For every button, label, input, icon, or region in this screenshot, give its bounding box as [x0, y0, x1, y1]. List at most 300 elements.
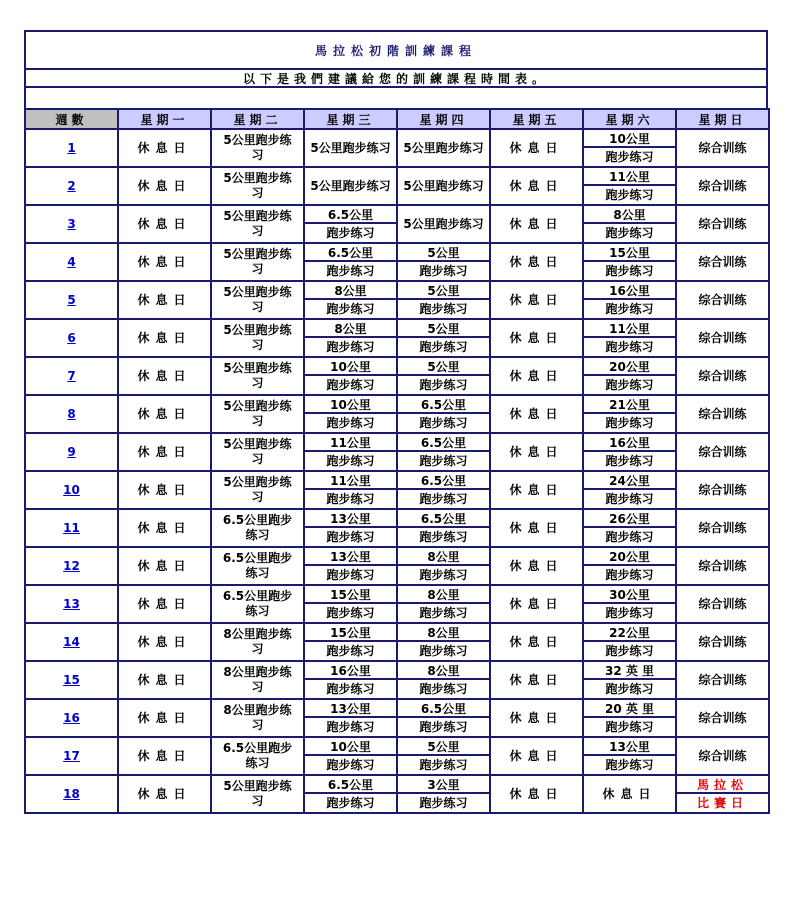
sun-cell — [676, 623, 769, 661]
sun-text: 综合训练 — [698, 330, 747, 345]
sun-text: 综合训练 — [698, 216, 747, 231]
mon-cell — [118, 737, 211, 775]
thu-distance: 6.5公里 — [398, 397, 489, 414]
week-cell — [25, 357, 118, 395]
sun-cell — [676, 433, 769, 471]
sun-text: 综合训练 — [698, 672, 747, 687]
sat-text: 休息日 — [602, 786, 657, 801]
header-friday: 星期五 — [490, 109, 583, 129]
thu-cell — [397, 129, 490, 167]
mon-cell — [118, 775, 211, 813]
thu-cell — [397, 775, 490, 813]
sun-cell — [676, 547, 769, 585]
tue-cell — [211, 395, 304, 433]
week-link[interactable]: 5 — [67, 293, 76, 307]
sun-cell — [676, 319, 769, 357]
mon-text: 休息日 — [137, 292, 192, 307]
thu-distance: 6.5公里 — [398, 435, 489, 452]
thu-cell — [397, 167, 490, 205]
spacer-row — [24, 88, 768, 108]
sat-cell — [583, 319, 676, 357]
sat-activity: 跑步练习 — [605, 644, 654, 658]
tue-text: 6.5公里跑步练习 — [222, 551, 293, 580]
thu-text: 5公里跑步练习 — [403, 140, 484, 155]
table-row — [25, 737, 769, 775]
wed-text: 5公里跑步练习 — [310, 178, 391, 193]
fri-text: 休息日 — [509, 748, 564, 763]
week-link[interactable]: 13 — [63, 597, 80, 611]
sat-distance: 10公里 — [584, 131, 675, 148]
table-row — [25, 357, 769, 395]
sat-cell — [583, 699, 676, 737]
week-cell — [25, 243, 118, 281]
table-body — [25, 129, 769, 813]
wed-cell — [304, 433, 397, 471]
sat-cell — [583, 205, 676, 243]
tue-cell — [211, 699, 304, 737]
thu-activity: 跑步练习 — [419, 568, 468, 582]
wed-activity: 跑步练习 — [326, 796, 375, 810]
fri-cell — [490, 205, 583, 243]
header-monday: 星期一 — [118, 109, 211, 129]
mon-cell — [118, 243, 211, 281]
mon-cell — [118, 129, 211, 167]
sun-cell — [676, 167, 769, 205]
mon-cell — [118, 205, 211, 243]
sun-text: 综合训练 — [698, 710, 747, 725]
sat-distance: 24公里 — [584, 473, 675, 490]
table-row — [25, 281, 769, 319]
mon-text: 休息日 — [137, 710, 192, 725]
sun-text: 综合训练 — [698, 558, 747, 573]
wed-distance: 10公里 — [305, 359, 396, 376]
week-link[interactable]: 7 — [67, 369, 76, 383]
mon-text: 休息日 — [137, 178, 192, 193]
thu-cell — [397, 433, 490, 471]
table-row — [25, 509, 769, 547]
sat-activity: 跑步练习 — [605, 606, 654, 620]
week-link[interactable]: 16 — [63, 711, 80, 725]
mon-cell — [118, 433, 211, 471]
wed-cell — [304, 509, 397, 547]
wed-activity: 跑步练习 — [326, 492, 375, 506]
mon-text: 休息日 — [137, 520, 192, 535]
thu-cell — [397, 281, 490, 319]
sun-activity: 比賽日 — [696, 796, 748, 810]
fri-text: 休息日 — [509, 254, 564, 269]
tue-text: 8公里跑步练习 — [223, 703, 292, 732]
fri-cell — [490, 129, 583, 167]
thu-cell — [397, 205, 490, 243]
sat-distance: 15公里 — [584, 245, 675, 262]
mon-cell — [118, 281, 211, 319]
sat-distance: 22公里 — [584, 625, 675, 642]
fri-cell — [490, 699, 583, 737]
fri-text: 休息日 — [509, 596, 564, 611]
mon-cell — [118, 319, 211, 357]
sat-activity: 跑步练习 — [605, 568, 654, 582]
tue-cell — [211, 623, 304, 661]
week-link[interactable]: 4 — [67, 255, 76, 269]
wed-distance: 13公里 — [305, 701, 396, 718]
table-row — [25, 547, 769, 585]
thu-cell — [397, 357, 490, 395]
wed-cell — [304, 205, 397, 243]
fri-cell — [490, 167, 583, 205]
sat-cell — [583, 243, 676, 281]
wed-distance: 8公里 — [305, 283, 396, 300]
sat-cell — [583, 509, 676, 547]
week-cell — [25, 395, 118, 433]
sat-cell — [583, 167, 676, 205]
sat-activity: 跑步练习 — [605, 530, 654, 544]
thu-distance: 8公里 — [398, 549, 489, 566]
mon-text: 休息日 — [137, 482, 192, 497]
header-wednesday: 星期三 — [304, 109, 397, 129]
sun-text: 综合训练 — [698, 406, 747, 421]
thu-activity: 跑步练习 — [419, 492, 468, 506]
week-link[interactable]: 17 — [63, 749, 80, 763]
tue-cell — [211, 357, 304, 395]
table-row — [25, 585, 769, 623]
thu-cell — [397, 471, 490, 509]
wed-activity: 跑步练习 — [326, 340, 375, 354]
week-link[interactable]: 8 — [67, 407, 76, 421]
sat-activity: 跑步练习 — [605, 378, 654, 392]
wed-cell — [304, 699, 397, 737]
wed-activity: 跑步练习 — [326, 226, 375, 240]
tue-text: 5公里跑步练习 — [223, 209, 292, 238]
sat-activity: 跑步练习 — [605, 416, 654, 430]
tue-text: 5公里跑步练习 — [223, 285, 292, 314]
fri-text: 休息日 — [509, 786, 564, 801]
fri-cell — [490, 775, 583, 813]
tue-text: 5公里跑步练习 — [223, 323, 292, 352]
thu-distance: 6.5公里 — [398, 701, 489, 718]
wed-cell — [304, 319, 397, 357]
tue-cell — [211, 661, 304, 699]
table-row — [25, 775, 769, 813]
mon-cell — [118, 167, 211, 205]
week-cell — [25, 775, 118, 813]
thu-activity: 跑步练习 — [419, 264, 468, 278]
table-row — [25, 319, 769, 357]
mon-text: 休息日 — [137, 330, 192, 345]
fri-cell — [490, 433, 583, 471]
wed-activity: 跑步练习 — [326, 720, 375, 734]
thu-distance: 5公里 — [398, 245, 489, 262]
week-cell — [25, 281, 118, 319]
thu-cell — [397, 737, 490, 775]
tue-text: 5公里跑步练习 — [223, 133, 292, 162]
wed-distance: 13公里 — [305, 549, 396, 566]
sun-text: 综合训练 — [698, 368, 747, 383]
thu-activity: 跑步练习 — [419, 530, 468, 544]
thu-distance: 8公里 — [398, 587, 489, 604]
thu-cell — [397, 547, 490, 585]
tue-cell — [211, 471, 304, 509]
header-sunday: 星期日 — [676, 109, 769, 129]
wed-distance: 10公里 — [305, 397, 396, 414]
table-row — [25, 661, 769, 699]
week-link[interactable]: 3 — [67, 217, 76, 231]
thu-text: 5公里跑步练习 — [403, 216, 484, 231]
sat-distance: 20公里 — [584, 549, 675, 566]
thu-activity: 跑步练习 — [419, 682, 468, 696]
wed-cell — [304, 661, 397, 699]
tue-cell — [211, 737, 304, 775]
sat-distance: 16公里 — [584, 283, 675, 300]
week-link[interactable]: 2 — [67, 179, 76, 193]
fri-cell — [490, 585, 583, 623]
week-link[interactable]: 14 — [63, 635, 80, 649]
header-weeks: 週數 — [25, 109, 118, 129]
table-row — [25, 129, 769, 167]
tue-cell — [211, 775, 304, 813]
thu-activity: 跑步练习 — [419, 378, 468, 392]
week-link[interactable]: 12 — [63, 559, 80, 573]
mon-text: 休息日 — [137, 634, 192, 649]
fri-cell — [490, 547, 583, 585]
week-cell — [25, 661, 118, 699]
wed-cell — [304, 167, 397, 205]
tue-text: 8公里跑步练习 — [223, 665, 292, 694]
thu-activity: 跑步练习 — [419, 454, 468, 468]
sun-cell — [676, 699, 769, 737]
sat-distance: 20公里 — [584, 359, 675, 376]
thu-cell — [397, 585, 490, 623]
page-subtitle: 以下是我們建議給您的訓練課程時間表。 — [24, 68, 768, 88]
thu-activity: 跑步练习 — [419, 644, 468, 658]
sat-cell — [583, 775, 676, 813]
tue-cell — [211, 205, 304, 243]
tue-text: 5公里跑步练习 — [223, 361, 292, 390]
header-thursday: 星期四 — [397, 109, 490, 129]
training-table — [24, 108, 770, 814]
header-tuesday: 星期二 — [211, 109, 304, 129]
thu-distance: 8公里 — [398, 663, 489, 680]
fri-text: 休息日 — [509, 558, 564, 573]
week-cell — [25, 699, 118, 737]
sat-distance: 30公里 — [584, 587, 675, 604]
sat-cell — [583, 395, 676, 433]
thu-cell — [397, 661, 490, 699]
sun-cell — [676, 661, 769, 699]
mon-text: 休息日 — [137, 748, 192, 763]
sun-cell — [676, 585, 769, 623]
wed-distance: 15公里 — [305, 587, 396, 604]
wed-activity: 跑步练习 — [326, 568, 375, 582]
thu-text: 5公里跑步练习 — [403, 178, 484, 193]
schedule-sheet — [24, 30, 768, 814]
fri-text: 休息日 — [509, 710, 564, 725]
wed-cell — [304, 737, 397, 775]
header-row — [25, 109, 769, 129]
sun-text: 综合训练 — [698, 178, 747, 193]
thu-distance: 8公里 — [398, 625, 489, 642]
thu-distance: 5公里 — [398, 359, 489, 376]
week-link[interactable]: 18 — [63, 787, 80, 801]
tue-cell — [211, 167, 304, 205]
fri-text: 休息日 — [509, 444, 564, 459]
mon-text: 休息日 — [137, 444, 192, 459]
thu-cell — [397, 623, 490, 661]
mon-cell — [118, 357, 211, 395]
mon-text: 休息日 — [137, 558, 192, 573]
table-row — [25, 433, 769, 471]
fri-cell — [490, 623, 583, 661]
table-row — [25, 471, 769, 509]
fri-text: 休息日 — [509, 216, 564, 231]
tue-text: 6.5公里跑步练习 — [222, 513, 293, 542]
sat-cell — [583, 623, 676, 661]
week-cell — [25, 471, 118, 509]
fri-cell — [490, 395, 583, 433]
fri-text: 休息日 — [509, 292, 564, 307]
sat-activity: 跑步练习 — [605, 340, 654, 354]
sat-cell — [583, 547, 676, 585]
sat-distance: 32 英 里 — [584, 663, 675, 680]
fri-text: 休息日 — [509, 482, 564, 497]
sun-text: 综合训练 — [698, 748, 747, 763]
week-link[interactable]: 15 — [63, 673, 80, 687]
mon-text: 休息日 — [137, 216, 192, 231]
thu-distance: 6.5公里 — [398, 473, 489, 490]
sat-distance: 11公里 — [584, 169, 675, 186]
fri-text: 休息日 — [509, 406, 564, 421]
sat-cell — [583, 357, 676, 395]
tue-text: 5公里跑步练习 — [223, 475, 292, 504]
mon-cell — [118, 471, 211, 509]
wed-distance: 6.5公里 — [305, 245, 396, 262]
week-cell — [25, 167, 118, 205]
fri-cell — [490, 509, 583, 547]
sun-cell — [676, 395, 769, 433]
sun-cell — [676, 509, 769, 547]
sun-text: 综合训练 — [698, 634, 747, 649]
fri-cell — [490, 737, 583, 775]
wed-activity: 跑步练习 — [326, 416, 375, 430]
week-cell — [25, 509, 118, 547]
sat-distance: 26公里 — [584, 511, 675, 528]
thu-activity: 跑步练习 — [419, 606, 468, 620]
wed-activity: 跑步练习 — [326, 606, 375, 620]
tue-cell — [211, 585, 304, 623]
sat-cell — [583, 129, 676, 167]
week-link[interactable]: 11 — [63, 521, 80, 535]
week-link[interactable]: 10 — [63, 483, 80, 497]
week-cell — [25, 205, 118, 243]
tue-cell — [211, 281, 304, 319]
tue-text: 5公里跑步练习 — [223, 171, 292, 200]
wed-distance: 13公里 — [305, 511, 396, 528]
wed-distance: 8公里 — [305, 321, 396, 338]
thu-distance: 5公里 — [398, 283, 489, 300]
fri-cell — [490, 243, 583, 281]
mon-cell — [118, 699, 211, 737]
week-cell — [25, 433, 118, 471]
sun-text: 综合训练 — [698, 482, 747, 497]
wed-text: 5公里跑步练习 — [310, 140, 391, 155]
thu-activity: 跑步练习 — [419, 340, 468, 354]
table-row — [25, 395, 769, 433]
wed-activity: 跑步练习 — [326, 378, 375, 392]
fri-text: 休息日 — [509, 140, 564, 155]
fri-cell — [490, 281, 583, 319]
wed-activity: 跑步练习 — [326, 644, 375, 658]
sat-distance: 16公里 — [584, 435, 675, 452]
sat-activity: 跑步练习 — [605, 492, 654, 506]
thu-cell — [397, 509, 490, 547]
tue-text: 5公里跑步练习 — [223, 247, 292, 276]
sun-cell — [676, 737, 769, 775]
fri-cell — [490, 471, 583, 509]
wed-activity: 跑步练习 — [326, 530, 375, 544]
mon-text: 休息日 — [137, 596, 192, 611]
sat-cell — [583, 661, 676, 699]
mon-cell — [118, 585, 211, 623]
mon-text: 休息日 — [137, 406, 192, 421]
sat-cell — [583, 585, 676, 623]
tue-text: 5公里跑步练习 — [223, 437, 292, 466]
wed-distance: 15公里 — [305, 625, 396, 642]
thu-distance: 5公里 — [398, 739, 489, 756]
week-cell — [25, 623, 118, 661]
wed-distance: 11公里 — [305, 473, 396, 490]
sun-cell — [676, 205, 769, 243]
week-cell — [25, 737, 118, 775]
week-link[interactable]: 9 — [67, 445, 76, 459]
fri-cell — [490, 357, 583, 395]
tue-cell — [211, 319, 304, 357]
thu-cell — [397, 699, 490, 737]
week-cell — [25, 547, 118, 585]
table-row — [25, 623, 769, 661]
sun-cell — [676, 775, 769, 813]
wed-cell — [304, 585, 397, 623]
week-cell — [25, 129, 118, 167]
sat-activity: 跑步练习 — [605, 226, 654, 240]
mon-text: 休息日 — [137, 368, 192, 383]
sun-text: 综合训练 — [698, 520, 747, 535]
sun-text: 综合训练 — [698, 254, 747, 269]
week-link[interactable]: 1 — [67, 141, 76, 155]
thu-cell — [397, 319, 490, 357]
mon-cell — [118, 623, 211, 661]
fri-cell — [490, 319, 583, 357]
thu-distance: 3公里 — [398, 777, 489, 794]
sat-activity: 跑步练习 — [605, 264, 654, 278]
mon-text: 休息日 — [137, 672, 192, 687]
wed-cell — [304, 129, 397, 167]
tue-text: 5公里跑步练习 — [223, 399, 292, 428]
fri-text: 休息日 — [509, 672, 564, 687]
thu-activity: 跑步练习 — [419, 302, 468, 316]
sat-distance: 21公里 — [584, 397, 675, 414]
wed-distance: 16公里 — [305, 663, 396, 680]
wed-cell — [304, 243, 397, 281]
wed-activity: 跑步练习 — [326, 302, 375, 316]
sat-activity: 跑步练习 — [605, 188, 654, 202]
fri-text: 休息日 — [509, 520, 564, 535]
wed-distance: 10公里 — [305, 739, 396, 756]
table-row — [25, 205, 769, 243]
sat-activity: 跑步练习 — [605, 150, 654, 164]
week-link[interactable]: 6 — [67, 331, 76, 345]
wed-cell — [304, 547, 397, 585]
tue-cell — [211, 129, 304, 167]
thu-cell — [397, 243, 490, 281]
